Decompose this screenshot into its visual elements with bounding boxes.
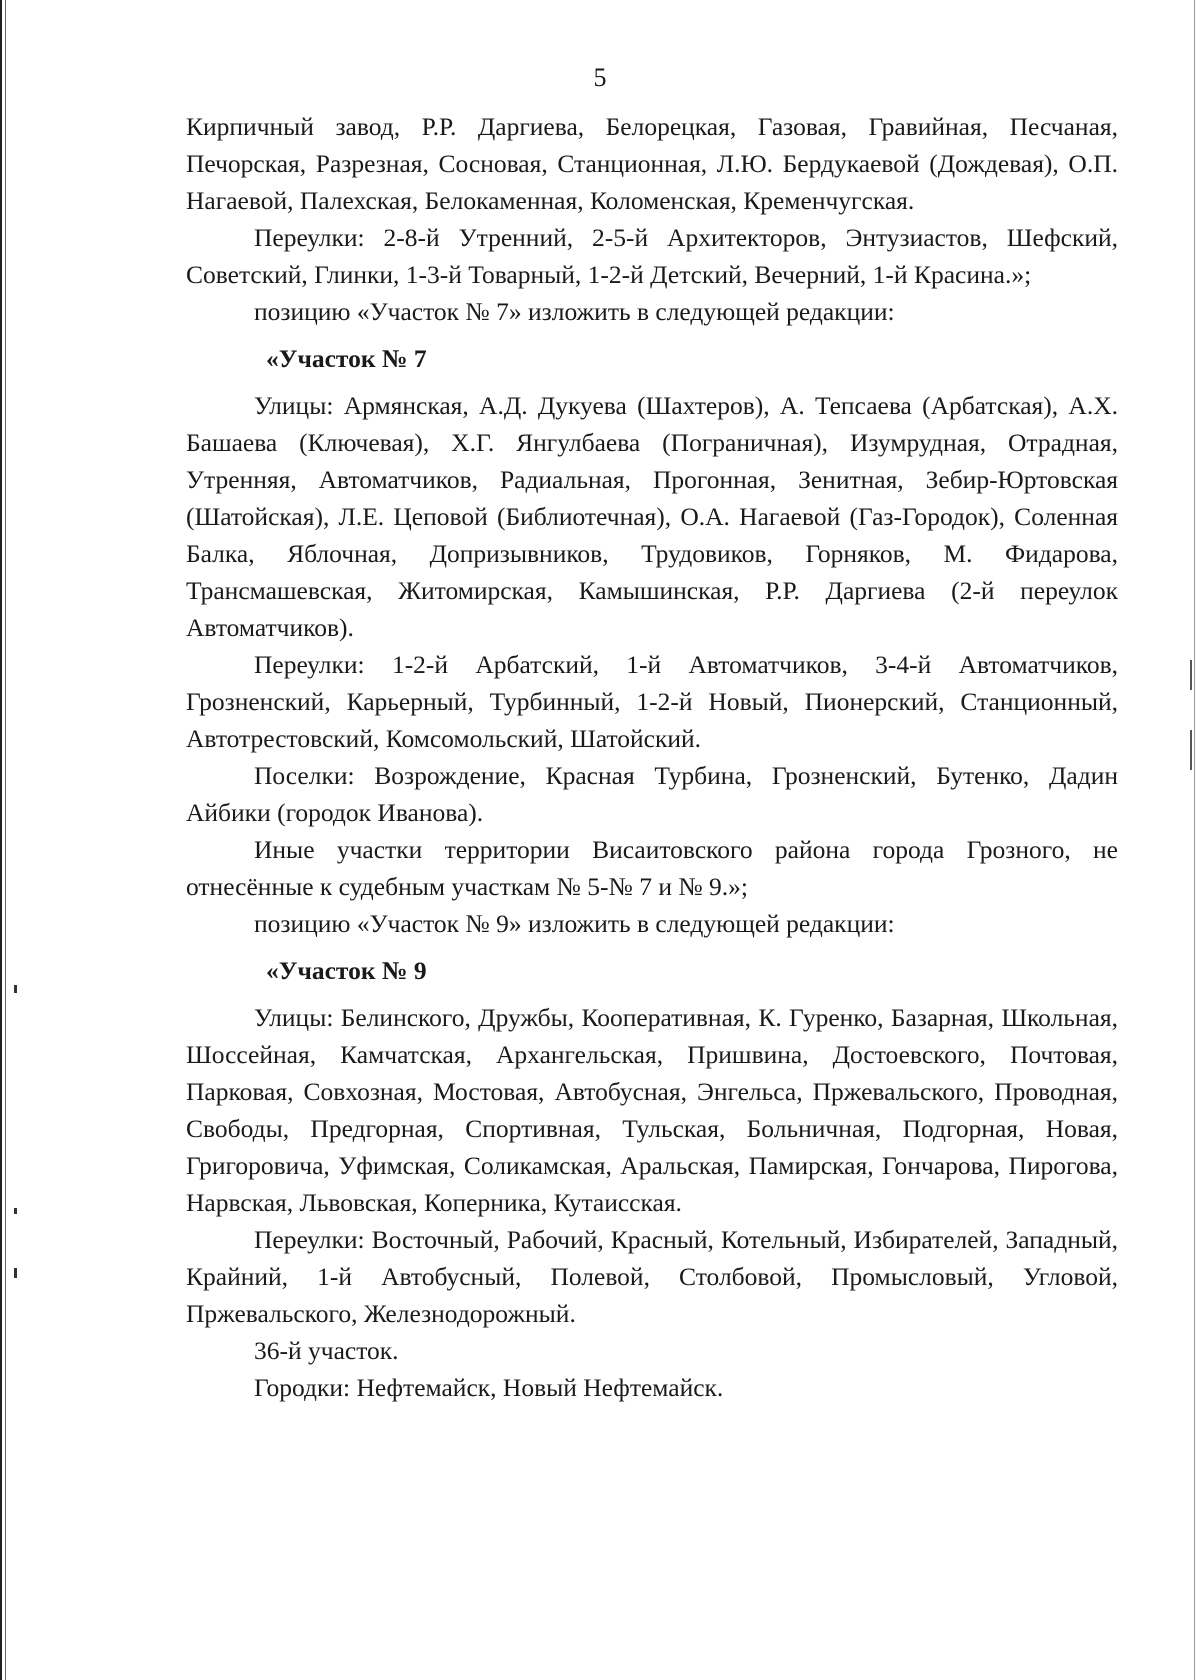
document-body [186, 108, 1118, 1406]
section-heading-9: «Участок № 9 [266, 956, 427, 985]
paragraph-towns-9: Городки: Нефтемайск, Новый Нефтемайск. [254, 1373, 724, 1402]
paragraph-district-9: 36-й участок. [254, 1336, 399, 1365]
scan-mark [1190, 730, 1192, 770]
section-heading-7: «Участок № 7 [266, 344, 427, 373]
scan-mark [14, 1268, 17, 1278]
paragraph-instruction-9: позицию «Участок № 9» изложить в следующей редакции: [254, 909, 895, 938]
paragraph-streets-9: Улицы: Белинского, Дружбы, Кооперативная, К. Гуренко, Базарная, Школьная, Шоссейная, Камчатская, Архангельская, Пришвина, Достоевского, Почтовая, Парковая, Совхозная, Мостовая, Автобусная, Энгельса, Пржевальского, Проводная, Свободы, Предгорная, Спортивная, Тульская, Больничная, Подгорная, Новая, Григоровича, Уфимская, Соликамская, Аральская, Памирская, Гончарова, Пирогова, Нарвская, Львовская, Коперника, Кутаисская. [186, 1003, 1118, 1217]
page-number: 5 [593, 63, 607, 92]
paragraph-streets-7: Улицы: Армянская, А.Д. Дукуева (Шахтеров), А. Тепсаева (Арбатская), А.Х. Башаева (Ключевая), Х.Г. Янгулбаева (Пограничная), Изумрудная, Отрадная, Утренняя, Автоматчиков, Радиальная, Прогонная, Зенитная, Зебир-Юртовская (Шатойская), Л.Е. Цеповой (Библиотечная), О.А. Нагаевой (Газ-Городок), Соленная Балка, Яблочная, Допризывников, Трудовиков, Горняков, М. Фидарова, Трансмашевская, Житомирская, Камышинская, Р.Р. Даргиева (2-й переулок Автоматчиков). [186, 391, 1118, 642]
scan-mark [14, 1208, 17, 1214]
paragraph-lanes-9: Переулки: Восточный, Рабочий, Красный, Котельный, Избирателей, Западный, Крайний, 1-й Автобусный, Полевой, Столбовой, Промысловый, Угловой, Пржевальского, Железнодорожный. [186, 1225, 1118, 1328]
paragraph-other-areas-7: Иные участки территории Висаитовского района города Грозного, не отнесённые к судебным участкам № 5-№ 7 и № 9.»; [186, 835, 1118, 901]
scan-mark [14, 985, 17, 993]
scan-right-border [1194, 0, 1198, 1680]
paragraph-streets-continued: Кирпичный завод, Р.Р. Даргиева, Белорецкая, Газовая, Гравийная, Песчаная, Печорская, Разрезная, Сосновая, Станционная, Л.Ю. Бердукаевой (Дождевая), О.П. Нагаевой, Палехская, Белокаменная, Коломенская, Кременчугская. [186, 112, 1118, 215]
paragraph-instruction-7: позицию «Участок № 7» изложить в следующей редакции: [254, 297, 895, 326]
scan-mark [1190, 660, 1192, 690]
paragraph-lanes-6: Переулки: 2-8-й Утренний, 2-5-й Архитекторов, Энтузиастов, Шефский, Советский, Глинки, 1-3-й Товарный, 1-2-й Детский, Вечерний, 1-й Красина.»; [186, 223, 1118, 289]
scan-left-border [0, 0, 6, 1680]
paragraph-settlements-7: Поселки: Возрождение, Красная Турбина, Грозненский, Бутенко, Дадин Айбики (городок Иванова). [186, 761, 1118, 827]
paragraph-lanes-7: Переулки: 1-2-й Арбатский, 1-й Автоматчиков, 3-4-й Автоматчиков, Грозненский, Карьерный, Турбинный, 1-2-й Новый, Пионерский, Станционный, Автотрестовский, Комсомольский, Шатойский. [186, 650, 1118, 753]
